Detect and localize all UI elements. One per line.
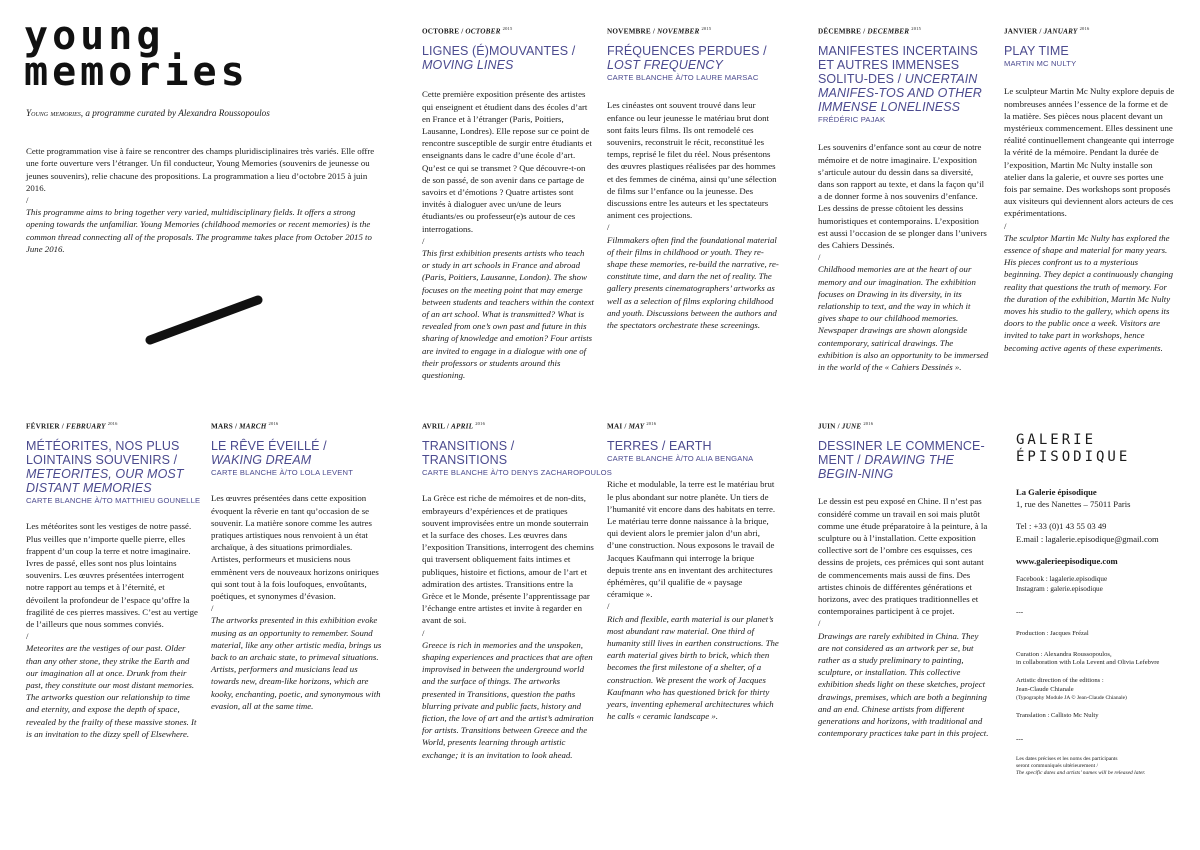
intro-tagline: [26, 107, 376, 119]
month-header: AVRIL / APRIL $^{2016}$: [422, 421, 486, 431]
release-note: Les dates précises et les noms des participants seront communiqués ultérieurement / The specific dates and artists’ names will be released later.: [1016, 756, 1146, 777]
exhibition-text: Le dessin est peu exposé en Chine. Il n’est pas considéré comme un travail en soi mais plutôt comme une étude préparatoire à la peinture, à la sculpture ou à l’installation. Cette exposition collective sort de l’ombre ces esquisses, ces dessins de projets, ces prémices qui sont autant de commencements mais aussi de fins. Des artistes chinois de différentes générations et horizons, avec des pratiques traditionnelles et contemporaines participent à ce projet. / Drawings are rarely exhibited in China. They are not considered as an artwork per se, but rather as a study preliminary to painting, sculpture, or installation. This collective exhibition sheds light on these sketches, project drawings, premises, which are both a beginning and an end. Chinese artists from different generations and horizons, with traditional and contemporary practices take part in this project.: [818, 496, 989, 739]
intro-sep: /: [26, 195, 29, 206]
exhibition-text: Les météorites sont les vestiges de notre passé. Plus veilles que n’importe quelle pierre, elles frappent d’un coup la terre et notre imaginaire. Ivres de passé, elles sont nos plus lointains souvenirs. Les œuvres présentées interrogent notre rapport au temps et à l’éternité, et dévoilent la profondeur de l’espace qu’offre la fragilité de ces pierres massives. C’est au vertige de l’ailleurs que nous sommes conviés. / Meteorites are the vestiges of our past. Older than any other stone, they strike the Earth and our imagination all at once. Drunk from their past, they constitute our most distant memories. The artworks question our relationship to time and eternity, and expose the depth of space, revealed by the frailty of these massive stones. It is an invitation to the dizzy spell of Elsewhere.: [26, 521, 198, 739]
month-header: DÉCEMBRE / DECEMBER $^{2015}$: [818, 26, 922, 36]
exhibition-title: PLAY TIME: [1004, 44, 1069, 59]
gallery-website-link[interactable]: www.galerieepisodique.com: [1016, 555, 1118, 566]
credit-artdir: Artistic direction of the editions :: [1016, 677, 1104, 685]
exhibition-title: FRÉQUENCES PERDUES / LOST FREQUENCY: [607, 44, 767, 73]
credit-translation: Translation : Callisto Mc Nulty: [1016, 711, 1099, 719]
gallery-street: 1, rue des Nanettes – 75011 Paris: [1016, 499, 1131, 510]
month-header: MARS / MARCH $^{2016}$: [211, 421, 279, 431]
credits: [1016, 630, 1192, 721]
credit-production: Production : Jacques Frézal: [1016, 629, 1089, 637]
month-header: FÉVRIER / FEBRUARY $^{2016}$: [26, 421, 118, 431]
exhibition-artist: CARTE BLANCHE À/TO LAURE MARSAC: [607, 73, 759, 83]
january-column: [1004, 26, 1176, 354]
exhibition-title: TRANSITIONS / TRANSITIONS: [422, 439, 515, 468]
february-column: [26, 421, 201, 740]
exhibition-artist: CARTE BLANCHE À/TO MATTHIEU GOUNELLE: [26, 496, 201, 506]
intro-en: This programme aims to bring together very varied, multidisciplinary fields. It offers a strong opening towards the unfamiliar. Young Memories (childhood memories or recent memories) is the common thread connecting all of the proposals. The programme takes place from October 2015 to June 2016.: [26, 207, 372, 254]
october-column: [422, 26, 594, 381]
exhibition-artist: CARTE BLANCHE À/TO LOLA LEVENT: [211, 468, 354, 478]
exhibition-text: Le sculpteur Martin Mc Nulty explore depuis de nombreuses années l’essence de la forme et de la matière. Ses pièces nous placent devant un mystérieux commencement. Elles dessinent une réalité continuellement changeante qui interroge la vérité de la mémoire. Pendant la durée de l’exposition, Martin Mc Nulty installe son atelier dans la galerie, et ouvre ses portes une fois par semaine. Des workshops sont proposés aux visiteurs qui deviennent alors acteurs de ces expérimentations. / The sculptor Martin Mc Nulty has explored the essence of shape and material for many years. His pieces confront us to a mysterious beginning. They depict a continuously changing reality that questions the truth of memory. For the duration of the exhibition, Martin Mc Nulty moves his studio to the gallery, which opens its doors to the public once a week. Visitors are invited to take part in workshops, hence becoming active agents of these experiments.: [1004, 86, 1175, 353]
exhibition-title: TERRES / EARTH: [607, 439, 712, 454]
gallery-social: [1016, 575, 1192, 594]
exhibition-artist: CARTE BLANCHE À/TO DENYS ZACHAROPOULOS: [422, 468, 613, 478]
logo-line-1: young: [24, 13, 165, 59]
exhibition-text: Les souvenirs d’enfance sont au cœur de notre mémoire et de notre imaginaire. L’exposition s’articule autour du dessin dans sa diversité, dans son rapport au texte, et dans la façon qu’il a de donner forme à nos souvenirs d’enfance. Les dessins de presse côtoient les dessins humoristiques et contemporains. L’exposition est aussi l’occasion de se plonger dans l’univers des Cahiers Dessinés. / Childhood memories are at the heart of our memory and our imagination. The exhibition focuses on Drawing in its diversity, in its relationship to text, and the way in which it gives shape to our childhood memories. Newspaper drawings are shown alongside contemporary, satirical drawings. The exhibition is also an opportunity to be immersed in the world of the « Cahiers Dessinés ».: [818, 142, 989, 373]
exhibition-text: Les cinéastes ont souvent trouvé dans leur enfance ou leur jeunesse le matériau brut dont sont faits leurs films. Ils ont remodelé ces souvenirs, reconstruit le récit, reconstitué les temps, reprisé le filet du réel. Nous présentons des œuvres plastiques réalisées par des hommes et des femmes de cinéma, ainsi qu’une sélection de films sur l’enfance ou la jeunesse. Des discussions entre les auteurs et les spectateurs animent ces projections. / Filmmakers often find the foundational material of their films in childhood or youth. They re-shape these memories, re-build the narrative, re-constitute time, and darn the net of reality. The gallery presents cinematographers’ artworks as well as a selection of films exploring childhood and youth. Discussions between the authors and the spectators orchestrate these screenings.: [607, 100, 779, 331]
exhibition-text: Riche et modulable, la terre est le matériau brut le plus abondant sur notre planète. Un tiers de l’humanité vit encore dans des habitats en terre. Le matériau terre donne naissance à la brique, qui devient alors le premier jalon d’un abri, d’une construction. Nous exposons le travail de Jacques Kaufmann qui interroge la brique depuis trente ans en inventant des architectures éphémères, qu’il qualifie de « paysage céramique ». / Rich and flexible, earth material is our planet’s most abundant raw material. One third of humanity still lives in earthen constructions. The earth material gives birth to brick, which then becomes the first milestone of a shelter, of a construction. We present the work of Jacques Kaufmann who has questioned brick for thirty years, inventing ephemeral architectures which he calls « ceramic landscape ».: [607, 479, 779, 722]
credit-typography: (Typography Module JA © Jean-Claude Chianale): [1016, 694, 1127, 701]
divider-text: ---: [1016, 608, 1024, 617]
month-header: OCTOBRE / OCTOBER $^{2015}$: [422, 26, 513, 36]
month-header: NOVEMBRE / NOVEMBER $^{2015}$: [607, 26, 712, 36]
brush-stroke-graphic: [140, 290, 270, 350]
month-header: JANVIER / JANUARY $^{2016}$: [1004, 26, 1090, 36]
gallery-name: La Galerie épisodique: [1016, 487, 1097, 497]
young-memories-logo: [24, 13, 284, 95]
gallery-info-column: [1016, 432, 1192, 777]
march-column: [211, 421, 383, 712]
gallery-phone[interactable]: Tel : +33 (0)1 43 55 03 49: [1016, 521, 1107, 532]
exhibition-text: La Grèce est riche de mémoires et de non-dits, embrayeurs d’expériences et de pratiques souvent improvisées entre un monde souterrain et la surface des choses. Les œuvres dans l’exposition Transitions, interrogent des chemins qui traversent obliquement faits intimes et publiques, histoire et fictions, amour de l’art et admiration des artistes. Transitions entre la Grèce et le Monde, présente l’apprentissage par l’échange entre artistes et invite à regarder en avant de soi. / Greece is rich in memories and the unspoken, shaping experiences and practices that are often improvised in between the underground world and the surface of things. The artworks presented in Transitions, question the paths blurring private and public facts, history and fiction, the love of art and the artist’s admiration for artists. Transitions between Greece and the World, presents learning through artistic exchange; it is an invitation to look ahead.: [422, 493, 594, 760]
may-column: [607, 421, 779, 722]
tagline-em: Young memories: [26, 108, 81, 118]
exhibition-title: LE RÊVE ÉVEILLÉ / WAKING DREAM: [211, 439, 327, 468]
divider-text-2: ---: [1016, 734, 1024, 743]
credit-artdir-2: Jean-Claude Chianale: [1016, 685, 1074, 693]
april-column: [422, 421, 613, 761]
december-column: [818, 26, 990, 373]
instagram-link[interactable]: Instagram : galerie.episodique: [1016, 584, 1103, 593]
exhibition-artist: FRÉDÉRIC PAJAK: [818, 115, 886, 125]
credit-curation-2: in collaboration with Lola Levent and Olivia Lefebvre: [1016, 659, 1160, 667]
intro-fr: Cette programmation vise à faire se rencontrer des champs pluridisciplinaires très variés. Elle offre une forte ouverture vers l’étranger. Un fil conducteur, Young Memories (souvenirs de jeunesse ou jeunes souvenirs), relie chacune des propositions. La programmation a lieu d’octobre 2015 à juin 2016.: [26, 146, 375, 193]
gallery-address: [1016, 486, 1192, 567]
exhibition-title: DESSINER LE COMMENCE-MENT / DRAWING THE BEGIN-NING: [818, 439, 985, 482]
exhibition-text: Cette première exposition présente des artistes qui enseignent et étudient dans des écoles d’art en France et à l’étranger (Paris, Poitiers, Lausanne, Londres). Elle repose sur ce point de rencontre susceptible de surgir entre étudiants et enseignants dans le cadre d’une école d’art. Qu’est ce qui se transmet ? Que découvre-t-on de son passé, de son avenir dans ce partage de savoirs et d’émotions ? Quatre artistes sont invités à dialoguer avec un/une de leurs étudiants/es ou professeur(e)s autour de ces interrogations. / This first exhibition presents artists who teach or study in art schools in France and abroad (Paris, Poitiers, Lausanne, London). The show focuses on the meeting point that may emerge between students and teachers within the context of an art school. What is transmitted? What is revealed from one’s own past and future in this sharing of knowledge and emotion? Four artists are invited to engage in a dialogue with one of their professors or students around this questioning.: [422, 89, 594, 381]
june-column: [818, 421, 990, 739]
exhibition-title: MÉTÉORITES, NOS PLUS LOINTAINS SOUVENIRS / METEORITES, OUR MOST DISTANT MEMORIES: [26, 439, 184, 496]
month-header: MAI / MAY $^{2016}$: [607, 421, 657, 431]
gallery-email[interactable]: E.mail : lagalerie.episodique@gmail.com: [1016, 533, 1159, 544]
month-header: JUIN / JUNE $^{2016}$: [818, 421, 874, 431]
facebook-link[interactable]: Facebook : lagalerie.episodique: [1016, 575, 1108, 584]
exhibition-text: Les œuvres présentées dans cette exposition évoquent la rêverie en tant qu’occasion de se souvenir. La matière sonore comme les autres pratiques artistiques nous renvoient à un état archaïque, à des situations primordiales. Artistes, performeurs et musiciens nous emmènent vers de nouveaux horizons oniriques qui sont tout à la fois loufoques, envoûtants, poétiques, et synonymes d’évasion. / The artworks presented in this exhibition evoke musing as an opportunity to remember. Sound material, like any other artistic media, brings us back to an archaic state, to primeval situations. Artists, performers and musicians lead us towards new, dream-like horizons, which are kooky, enchanting, poetic, and synonymous with evasion, all at the same time.: [211, 493, 382, 711]
exhibition-artist: CARTE BLANCHE À/TO ALIA BENGANA: [607, 454, 754, 464]
galerie-episodique-logo: GALERIE ÉPISODIQUE: [1016, 432, 1131, 465]
tagline-rest: , a programme curated by Alexandra Roussopoulos: [80, 108, 270, 118]
credit-curation: Curation : Alexandra Roussopoulos,: [1016, 650, 1112, 658]
logo-line-2: memories: [24, 49, 249, 95]
exhibition-title: LIGNES (É)MOUVANTES / MOVING LINES: [422, 44, 576, 73]
november-column: [607, 26, 779, 331]
exhibition-artist: MARTIN MC NULTY: [1004, 59, 1077, 69]
exhibition-title: MANIFESTES INCERTAINS ET AUTRES IMMENSES SOLITU-DES / UNCERTAIN MANIFES-TOS AND OTHER IMMENSE LONELINESS: [818, 44, 982, 115]
intro-block: [26, 107, 376, 255]
